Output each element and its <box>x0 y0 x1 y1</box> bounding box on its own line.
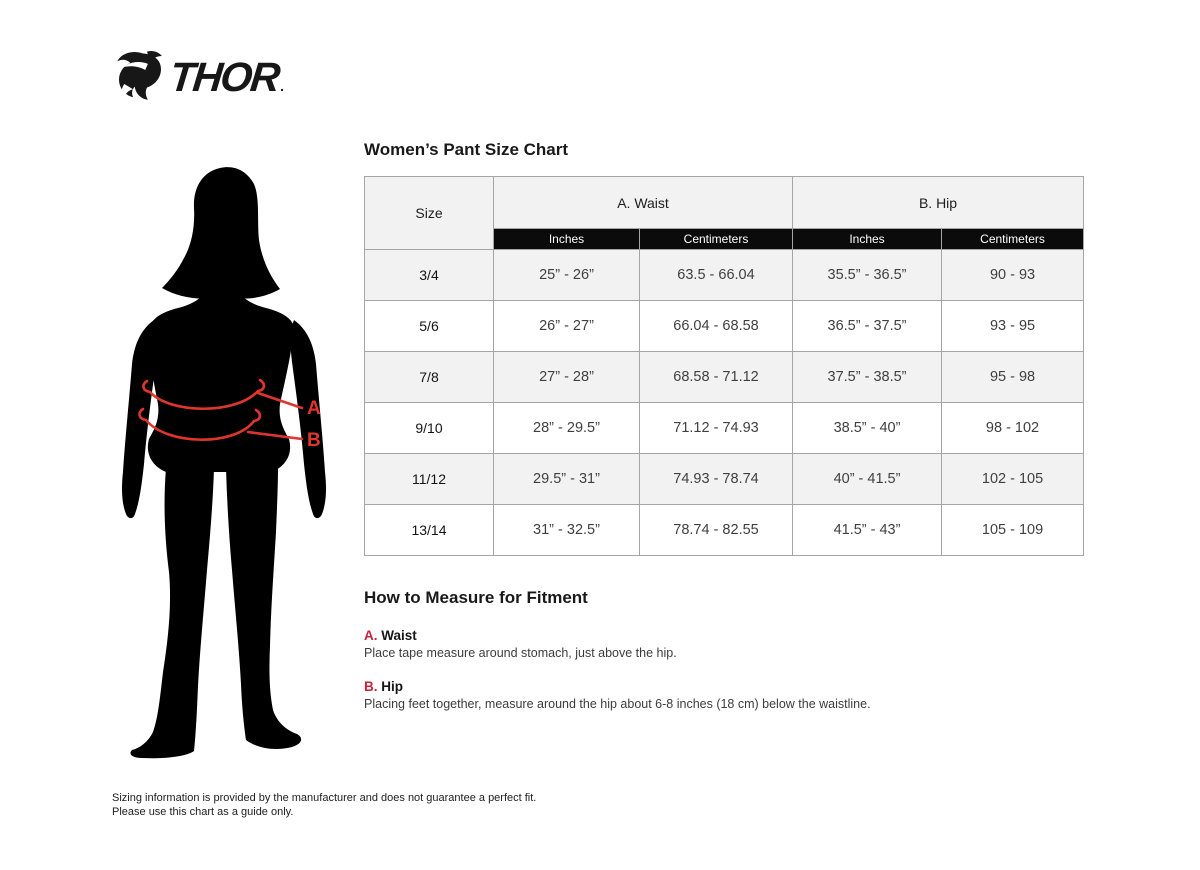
waist-cm-cell: 74.93 - 78.74 <box>640 454 793 505</box>
hip-cm-cell: 90 - 93 <box>942 250 1084 301</box>
hip-inches-cell: 41.5” - 43” <box>793 505 942 556</box>
waist-inches-cell: 25” - 26” <box>494 250 640 301</box>
waist-cm-cell: 66.04 - 68.58 <box>640 301 793 352</box>
size-cell: 3/4 <box>365 250 494 301</box>
table-row <box>365 352 1084 403</box>
size-cell: 13/14 <box>365 505 494 556</box>
measure-item-waist <box>364 628 1004 660</box>
hip-cm-cell: 98 - 102 <box>942 403 1084 454</box>
waist-inches-cell: 29.5” - 31” <box>494 454 640 505</box>
waist-inches-cell: 27” - 28” <box>494 352 640 403</box>
hip-cm-cell: 93 - 95 <box>942 301 1084 352</box>
size-cell: 11/12 <box>365 454 494 505</box>
size-cell: 7/8 <box>365 352 494 403</box>
measure-letter-a: A. <box>364 628 378 643</box>
hip-cm-cell: 95 - 98 <box>942 352 1084 403</box>
size-chart <box>364 176 1084 556</box>
unit-header-hip-centimeters: Centimeters <box>942 229 1084 250</box>
sizing-disclaimer-line2: Please use this chart as a guide only. <box>112 806 294 818</box>
thor-wordmark-dot: . <box>280 78 285 94</box>
thor-logo <box>112 48 284 106</box>
table-row <box>365 403 1084 454</box>
waist-inches-cell: 28” - 29.5” <box>494 403 640 454</box>
hip-inches-cell: 35.5” - 36.5” <box>793 250 942 301</box>
thor-helmet-icon <box>112 48 168 106</box>
waist-inches-cell: 31” - 32.5” <box>494 505 640 556</box>
hip-label-b: B <box>307 430 321 451</box>
woman-silhouette-diagram <box>108 162 360 762</box>
measure-desc-hip: Placing feet together, measure around the hip about 6-8 inches (18 cm) below the waistline. <box>364 697 871 711</box>
hip-inches-cell: 37.5” - 38.5” <box>793 352 942 403</box>
measure-name-waist: Waist <box>381 628 417 643</box>
column-group-waist: A. Waist <box>494 177 793 229</box>
unit-header-waist-inches: Inches <box>494 229 640 250</box>
measure-name-hip: Hip <box>381 679 404 694</box>
size-chart-title: Women’s Pant Size Chart <box>364 140 569 159</box>
table-row <box>365 454 1084 505</box>
table-row <box>365 505 1084 556</box>
measure-guide-title: How to Measure for Fitment <box>364 588 588 607</box>
measure-letter-b: B. <box>364 679 378 694</box>
size-cell: 5/6 <box>365 301 494 352</box>
waist-cm-cell: 63.5 - 66.04 <box>640 250 793 301</box>
measure-desc-waist: Place tape measure around stomach, just above the hip. <box>364 646 677 660</box>
measure-guide <box>364 588 1004 711</box>
size-table <box>364 176 1084 556</box>
unit-header-waist-centimeters: Centimeters <box>640 229 793 250</box>
waist-cm-cell: 68.58 - 71.12 <box>640 352 793 403</box>
measure-item-waist-title <box>364 628 1004 643</box>
table-row <box>365 250 1084 301</box>
woman-silhouette <box>122 167 326 758</box>
unit-header-hip-inches: Inches <box>793 229 942 250</box>
waist-inches-cell: 26” - 27” <box>494 301 640 352</box>
measure-item-hip <box>364 679 1004 711</box>
waist-cm-cell: 71.12 - 74.93 <box>640 403 793 454</box>
measure-item-hip-title <box>364 679 1004 694</box>
thor-wordmark: THOR <box>167 54 281 100</box>
sizing-disclaimer-line1: Sizing information is provided by the manufacturer and does not guarantee a perfect fit. <box>112 792 537 804</box>
waist-cm-cell: 78.74 - 82.55 <box>640 505 793 556</box>
hip-cm-cell: 105 - 109 <box>942 505 1084 556</box>
table-row <box>365 301 1084 352</box>
sizing-disclaimer <box>112 791 536 819</box>
size-cell: 9/10 <box>365 403 494 454</box>
hip-cm-cell: 102 - 105 <box>942 454 1084 505</box>
column-header-size: Size <box>365 177 494 250</box>
hip-inches-cell: 40” - 41.5” <box>793 454 942 505</box>
waist-label-a: A <box>307 398 321 419</box>
hip-inches-cell: 38.5” - 40” <box>793 403 942 454</box>
column-group-hip: B. Hip <box>793 177 1084 229</box>
hip-inches-cell: 36.5” - 37.5” <box>793 301 942 352</box>
